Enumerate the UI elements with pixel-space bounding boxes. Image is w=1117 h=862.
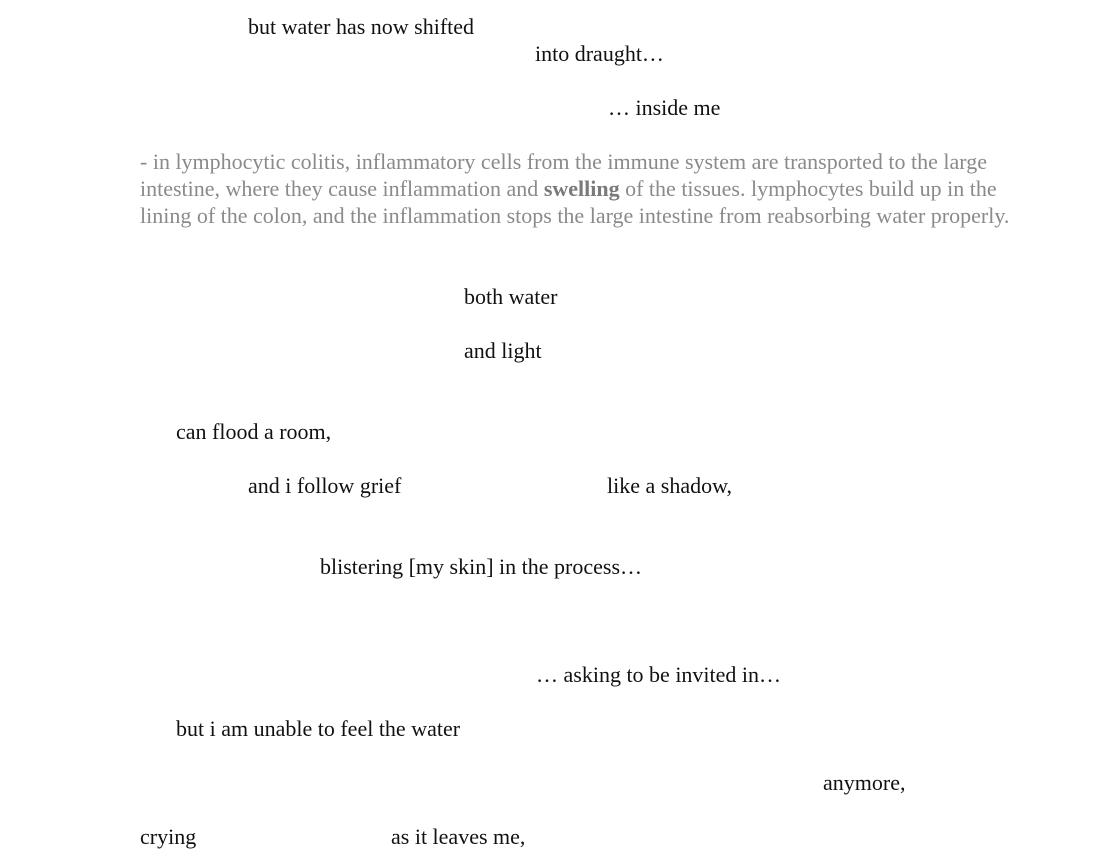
- poem-line-and-light: and light: [464, 338, 542, 363]
- poem-line-anymore: anymore,: [823, 770, 906, 795]
- medical-note-bold-word: swelling: [543, 176, 620, 201]
- poem-line-unable-feel: but i am unable to feel the water: [176, 716, 461, 741]
- poem-line-into-draught: into draught…: [535, 41, 664, 66]
- poem-line-asking: … asking to be invited in…: [536, 662, 782, 687]
- poem-line-like-shadow: like a shadow,: [607, 473, 733, 498]
- medical-note-paragraph: [140, 148, 1012, 229]
- poem-line-follow-grief: and i follow grief: [248, 473, 402, 498]
- poem-line-both-water: both water: [464, 284, 558, 309]
- medical-note-text-end: of the tissues. lymphocytes build up in the lining of the colon, and the inflammation stops the large intestine from reabsorbing water properly.: [140, 176, 1010, 228]
- poem-line-leaves-me: as it leaves me,: [391, 824, 526, 849]
- poem-line-flood-room: can flood a room,: [176, 419, 332, 444]
- poem-line-inside-me: … inside me: [608, 95, 721, 120]
- poem-line-blistering: blistering [my skin] in the process…: [320, 554, 643, 579]
- poem-line-crying: crying: [140, 824, 197, 849]
- medical-note-text-start: - in lymphocytic colitis, inflammatory cells from the immune system are transported to the large intestine, where they cause inflammation and: [140, 149, 987, 201]
- poem-line-water-shifted: but water has now shifted: [248, 14, 475, 39]
